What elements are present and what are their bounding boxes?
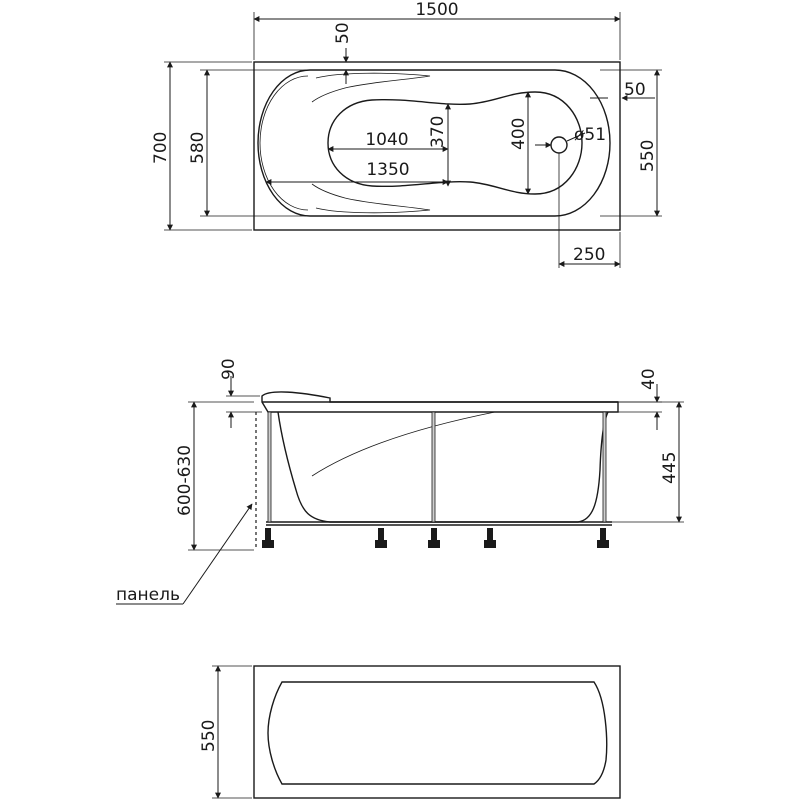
- side-view-floor-line: [312, 412, 495, 476]
- top-view: [151, 0, 662, 268]
- dim-rim-right-label: 50: [624, 80, 646, 100]
- top-view-armrest-bottom: [312, 184, 430, 213]
- dim-rim-top-label: 50: [333, 22, 353, 44]
- front-panel-outline: [254, 666, 620, 798]
- dim-inner-width-label: 580: [188, 131, 208, 164]
- dim-width-label: 700: [151, 131, 171, 164]
- dim-top-length-label: 1350: [366, 160, 410, 180]
- dim-bottom-width-label: 370: [428, 115, 448, 148]
- dim-head-width-label: 400: [509, 117, 529, 150]
- dim-drain-label: ø51: [574, 125, 607, 145]
- frame-post-left: [268, 412, 271, 522]
- dim-panel-height-label: 550: [199, 719, 219, 752]
- leveling-foot-1: [375, 528, 387, 548]
- panel-callout-label: панель: [116, 585, 180, 605]
- dim-bottom-length-label: 1040: [365, 130, 409, 150]
- top-view-armrest-top: [312, 73, 430, 102]
- top-view-bowl-rim: [260, 76, 308, 210]
- dim-length-label: 1500: [415, 0, 459, 20]
- frame-post-right: [603, 412, 606, 522]
- front-view: [199, 666, 620, 798]
- frame-post-middle: [432, 412, 435, 522]
- dim-depth-label: 445: [660, 451, 680, 484]
- leveling-foot-3: [484, 528, 496, 548]
- dim-total-height-label: 600-630: [175, 444, 195, 516]
- side-view: [116, 358, 684, 605]
- leveling-foot-2: [428, 528, 440, 548]
- front-panel-recess: [268, 682, 607, 784]
- drain-circle: [551, 137, 567, 153]
- leveling-foot-4: [597, 528, 609, 548]
- dim-headrest-label: 90: [219, 358, 239, 380]
- leveling-foot-5: [262, 528, 274, 548]
- dim-rim-label: 40: [639, 368, 659, 390]
- dim-drain-offset-label: 250: [573, 245, 606, 265]
- dim-right-width-label: 550: [638, 139, 658, 172]
